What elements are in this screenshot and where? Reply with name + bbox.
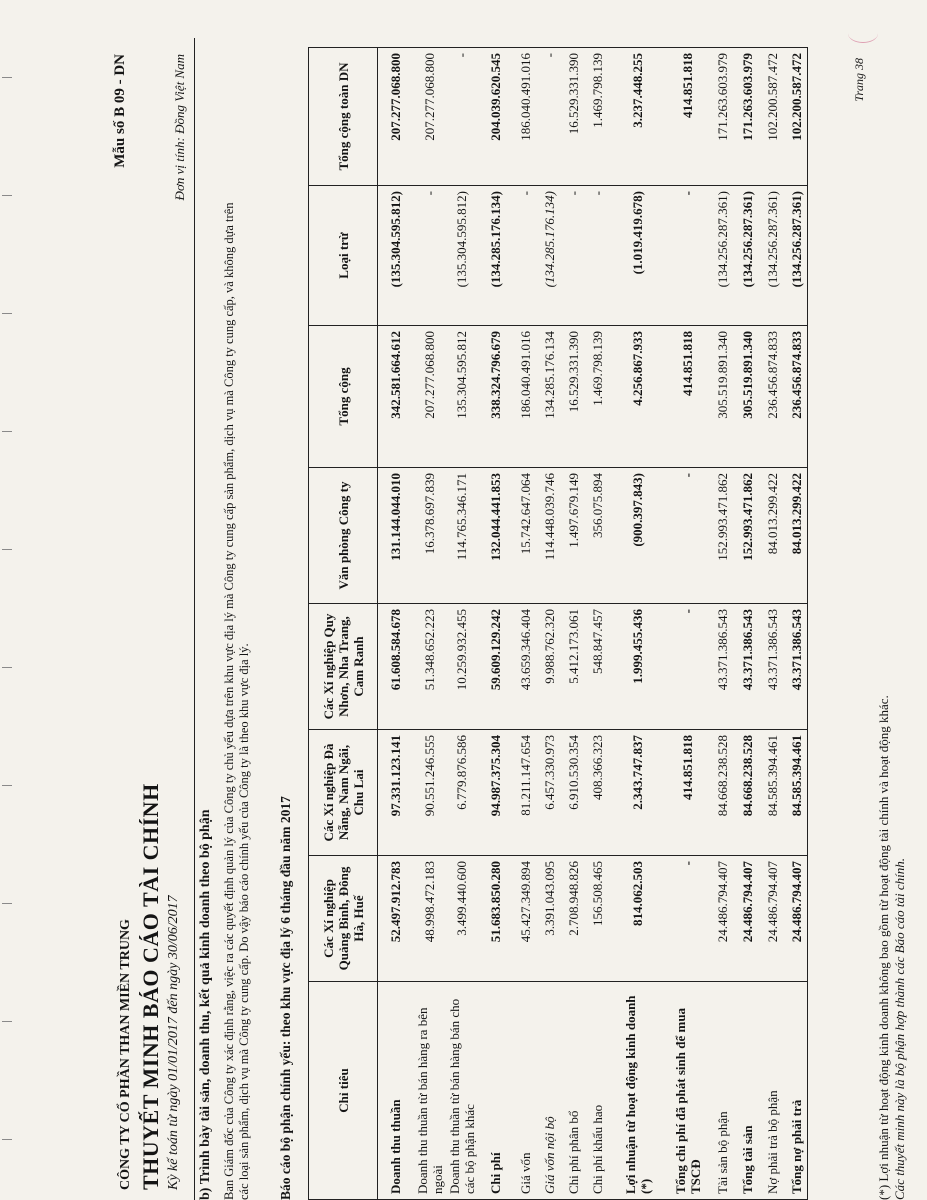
- cell-value: 6.910.530.354: [562, 730, 586, 856]
- row-label: Tổng nợ phải trả: [786, 982, 808, 1200]
- table-row: [446, 48, 478, 1200]
- col-header-qn-nt-cr: Các Xí nghiệp Quy Nhơn, Nha Trang, Cam Ranh: [309, 604, 378, 730]
- scan-edge-mark: [2, 195, 12, 196]
- cell-value: 135.304.595.812: [446, 326, 478, 468]
- cell-value: (134.256.287.361): [786, 186, 808, 326]
- cell-value: 97.331.123.141: [378, 730, 414, 856]
- scan-edge-mark: [2, 903, 12, 904]
- cell-value: (134.256.287.361): [760, 186, 786, 326]
- cell-value: 171.263.603.979: [736, 48, 760, 186]
- form-code: Mẫu số B 09 - DN: [112, 54, 128, 168]
- company-name: CÔNG TY CỔ PHẦN THAN MIỀN TRUNG: [118, 919, 133, 1190]
- col-header-dn-ng-cl: Các Xí nghiệp Đà Nẵng, Nam Ngãi, Chu Lai: [309, 730, 378, 856]
- col-header-qb-dh-hue: Các Xí nghiệp Quảng Bình, Đông Hà, Huế: [309, 856, 378, 982]
- cell-value: 204.039.620.545: [478, 48, 514, 186]
- document-title: THUYẾT MINH BÁO CÁO TÀI CHÍNH: [138, 783, 163, 1190]
- cell-value: 24.486.794.407: [710, 856, 736, 982]
- table-row: [378, 48, 414, 1200]
- cell-value: 43.371.386.543: [736, 604, 760, 730]
- cell-value: (135.304.595.812): [378, 186, 414, 326]
- table-row: [562, 48, 586, 1200]
- cell-value: 814.062.503: [610, 856, 666, 982]
- cell-value: 45.427.349.894: [514, 856, 538, 982]
- cell-value: 1.999.455.436: [610, 604, 666, 730]
- cell-value: 342.581.664.612: [378, 326, 414, 468]
- cell-value: 338.324.796.679: [478, 326, 514, 468]
- cell-value: 156.508.465: [586, 856, 610, 982]
- page-number: Trang 38: [852, 58, 866, 102]
- cell-value: 414.851.818: [666, 326, 710, 468]
- cell-value: (134.256.287.361): [710, 186, 736, 326]
- cell-value: 94.987.375.304: [478, 730, 514, 856]
- currency-unit: Đơn vị tính: Đồng Việt Nam: [172, 54, 187, 201]
- cell-value: -: [666, 186, 710, 326]
- rotated-document: [0, 20, 907, 1200]
- table-header-row: [309, 48, 378, 1200]
- cell-value: 59.609.129.242: [478, 604, 514, 730]
- row-label: Tổng tài sản: [736, 982, 760, 1200]
- row-label: Chi phí: [478, 982, 514, 1200]
- table-row: [736, 48, 760, 1200]
- cell-value: (134.256.287.361): [736, 186, 760, 326]
- col-header-company-total: Tổng cộng toàn DN: [309, 48, 378, 186]
- cell-value: (135.304.595.812): [446, 186, 478, 326]
- row-label: Doanh thu thuần từ bán hàng ra bên ngoài: [414, 982, 446, 1200]
- cell-value: 24.486.794.407: [786, 856, 808, 982]
- cell-value: 548.847.457: [586, 604, 610, 730]
- cell-value: 84.013.299.422: [760, 468, 786, 604]
- row-label: Chi phí phân bổ: [562, 982, 586, 1200]
- row-label: Tài sản bộ phận: [710, 982, 736, 1200]
- cell-value: 2.708.948.826: [562, 856, 586, 982]
- cell-value: 43.659.346.404: [514, 604, 538, 730]
- row-label: Lợi nhuận từ hoạt động kinh doanh (*): [610, 982, 666, 1200]
- cell-value: 186.040.491.016: [514, 326, 538, 468]
- cell-value: 152.993.471.862: [736, 468, 760, 604]
- scan-edge-mark: [2, 313, 12, 314]
- pen-mark: [848, 24, 878, 43]
- row-label: Tổng chi phí đã phát sinh để mua TSCĐ: [666, 982, 710, 1200]
- cell-value: 90.551.246.555: [414, 730, 446, 856]
- cell-value: 236.456.874.833: [786, 326, 808, 468]
- cell-value: -: [666, 604, 710, 730]
- col-header-head-office: Văn phòng Công ty: [309, 468, 378, 604]
- cell-value: 5.412.173.061: [562, 604, 586, 730]
- cell-value: -: [514, 186, 538, 326]
- footer-note: Các thuyết minh này là bộ phận hợp thành các Báo cáo tài chính.: [892, 858, 907, 1200]
- cell-value: -: [446, 48, 478, 186]
- cell-value: 3.391.043.095: [538, 856, 562, 982]
- cell-value: -: [414, 186, 446, 326]
- table-row: [786, 48, 808, 1200]
- segment-report-table: [308, 47, 808, 1200]
- scan-edge-mark: [2, 549, 12, 550]
- cell-value: 24.486.794.407: [736, 856, 760, 982]
- cell-value: 114.765.346.171: [446, 468, 478, 604]
- scan-edge-mark: [2, 77, 12, 78]
- cell-value: 207.277.068.800: [414, 326, 446, 468]
- cell-value: (900.397.843): [610, 468, 666, 604]
- cell-value: 3.499.440.600: [446, 856, 478, 982]
- cell-value: 414.851.818: [666, 48, 710, 186]
- cell-value: -: [666, 468, 710, 604]
- cell-value: 6.457.330.973: [538, 730, 562, 856]
- cell-value: -: [666, 856, 710, 982]
- cell-value: 15.742.647.064: [514, 468, 538, 604]
- cell-value: 152.993.471.862: [710, 468, 736, 604]
- cell-value: 10.259.932.455: [446, 604, 478, 730]
- cell-value: 408.366.323: [586, 730, 610, 856]
- cell-value: 43.371.386.543: [760, 604, 786, 730]
- cell-value: 114.448.039.746: [538, 468, 562, 604]
- section-subtitle: Báo cáo bộ phận chính yếu: theo khu vực địa lý 6 tháng đầu năm 2017: [278, 796, 293, 1200]
- col-header-criteria: Chỉ tiêu: [309, 982, 378, 1200]
- cell-value: 414.851.818: [666, 730, 710, 856]
- table-row: [514, 48, 538, 1200]
- row-label: Nợ phải trả bộ phận: [760, 982, 786, 1200]
- cell-value: 61.608.584.678: [378, 604, 414, 730]
- cell-value: 207.277.068.800: [414, 48, 446, 186]
- scan-edge-mark: [2, 431, 12, 432]
- cell-value: 102.200.587.472: [760, 48, 786, 186]
- cell-value: -: [586, 186, 610, 326]
- cell-value: 84.585.394.461: [760, 730, 786, 856]
- cell-value: 52.497.912.783: [378, 856, 414, 982]
- row-label: Giá vốn nội bộ: [538, 982, 562, 1200]
- cell-value: 16.378.697.839: [414, 468, 446, 604]
- cell-value: -: [562, 186, 586, 326]
- table-row: [666, 48, 710, 1200]
- row-label: Doanh thu thuần từ bán hàng bán cho các bộ phận khác: [446, 982, 478, 1200]
- col-header-total: Tổng cộng: [309, 326, 378, 468]
- table-row: [760, 48, 786, 1200]
- cell-value: 305.519.891.340: [736, 326, 760, 468]
- cell-value: 48.998.472.183: [414, 856, 446, 982]
- scan-edge-mark: [2, 1021, 12, 1022]
- cell-value: 84.668.238.528: [710, 730, 736, 856]
- cell-value: 134.285.176.134: [538, 326, 562, 468]
- section-intro: Ban Giám đốc của Công ty xác định rằng, việc ra các quyết định quản lý của Công ty chủ yếu dựa trên khu vực địa lý mà Công ty cung cấp sản phẩm, dịch vụ mà Công ty cung cấp, và không dựa trên các loại sản phẩm, dịch vụ mà Công ty cung cấp. Do vậy báo cáo chính yếu của Công ty là theo khu vực địa lý.: [222, 202, 251, 1200]
- cell-value: 16.529.331.390: [562, 326, 586, 468]
- cell-value: 84.013.299.422: [786, 468, 808, 604]
- cell-value: 43.371.386.543: [786, 604, 808, 730]
- cell-value: 3.237.448.255: [610, 48, 666, 186]
- cell-value: (134.285.176.134): [478, 186, 514, 326]
- scan-edge-mark: [2, 667, 12, 668]
- cell-value: 102.200.587.472: [786, 48, 808, 186]
- col-header-elimination: Loại trừ: [309, 186, 378, 326]
- cell-value: 131.144.044.010: [378, 468, 414, 604]
- cell-value: 51.683.850.280: [478, 856, 514, 982]
- cell-value: 4.256.867.933: [610, 326, 666, 468]
- row-label: Doanh thu thuần: [378, 982, 414, 1200]
- table-body: [378, 48, 808, 1200]
- cell-value: 84.668.238.528: [736, 730, 760, 856]
- cell-value: 9.988.762.320: [538, 604, 562, 730]
- cell-value: 171.263.603.979: [710, 48, 736, 186]
- table-row: [610, 48, 666, 1200]
- row-label: Giá vốn: [514, 982, 538, 1200]
- cell-value: 207.277.068.800: [378, 48, 414, 186]
- cell-value: 1.469.798.139: [586, 48, 610, 186]
- scan-edge-mark: [2, 1139, 12, 1140]
- cell-value: 1.469.798.139: [586, 326, 610, 468]
- cell-value: -: [538, 48, 562, 186]
- cell-value: 236.456.874.833: [760, 326, 786, 468]
- row-label: Chi phí khấu hao: [586, 982, 610, 1200]
- footnote: (*) Lợi nhuận từ hoạt động kinh doanh không bao gồm từ hoạt động tài chính và hoạt động khác.: [876, 695, 891, 1200]
- table-row: [586, 48, 610, 1200]
- cell-value: 24.486.794.407: [760, 856, 786, 982]
- cell-value: 16.529.331.390: [562, 48, 586, 186]
- cell-value: 186.040.491.016: [514, 48, 538, 186]
- cell-value: (134.285.176.134): [538, 186, 562, 326]
- cell-value: 43.371.386.543: [710, 604, 736, 730]
- table-row: [538, 48, 562, 1200]
- cell-value: 2.343.747.837: [610, 730, 666, 856]
- header-divider: [194, 38, 195, 1200]
- cell-value: 81.211.147.654: [514, 730, 538, 856]
- cell-value: 6.779.876.586: [446, 730, 478, 856]
- cell-value: 51.348.652.223: [414, 604, 446, 730]
- cell-value: 305.519.891.340: [710, 326, 736, 468]
- section-title: b) Trình bày tài sản, doanh thu, kết quả kinh doanh theo bộ phận: [198, 809, 213, 1200]
- reporting-period: Kỳ kế toán từ ngày 01/01/2017 đến ngày 30/06/2017: [166, 895, 181, 1190]
- cell-value: (1.019.419.678): [610, 186, 666, 326]
- cell-value: 132.044.441.853: [478, 468, 514, 604]
- table-row: [710, 48, 736, 1200]
- table-row: [478, 48, 514, 1200]
- table-row: [414, 48, 446, 1200]
- scan-edge-mark: [2, 785, 12, 786]
- cell-value: 84.585.394.461: [786, 730, 808, 856]
- cell-value: 356.075.894: [586, 468, 610, 604]
- cell-value: 1.497.679.149: [562, 468, 586, 604]
